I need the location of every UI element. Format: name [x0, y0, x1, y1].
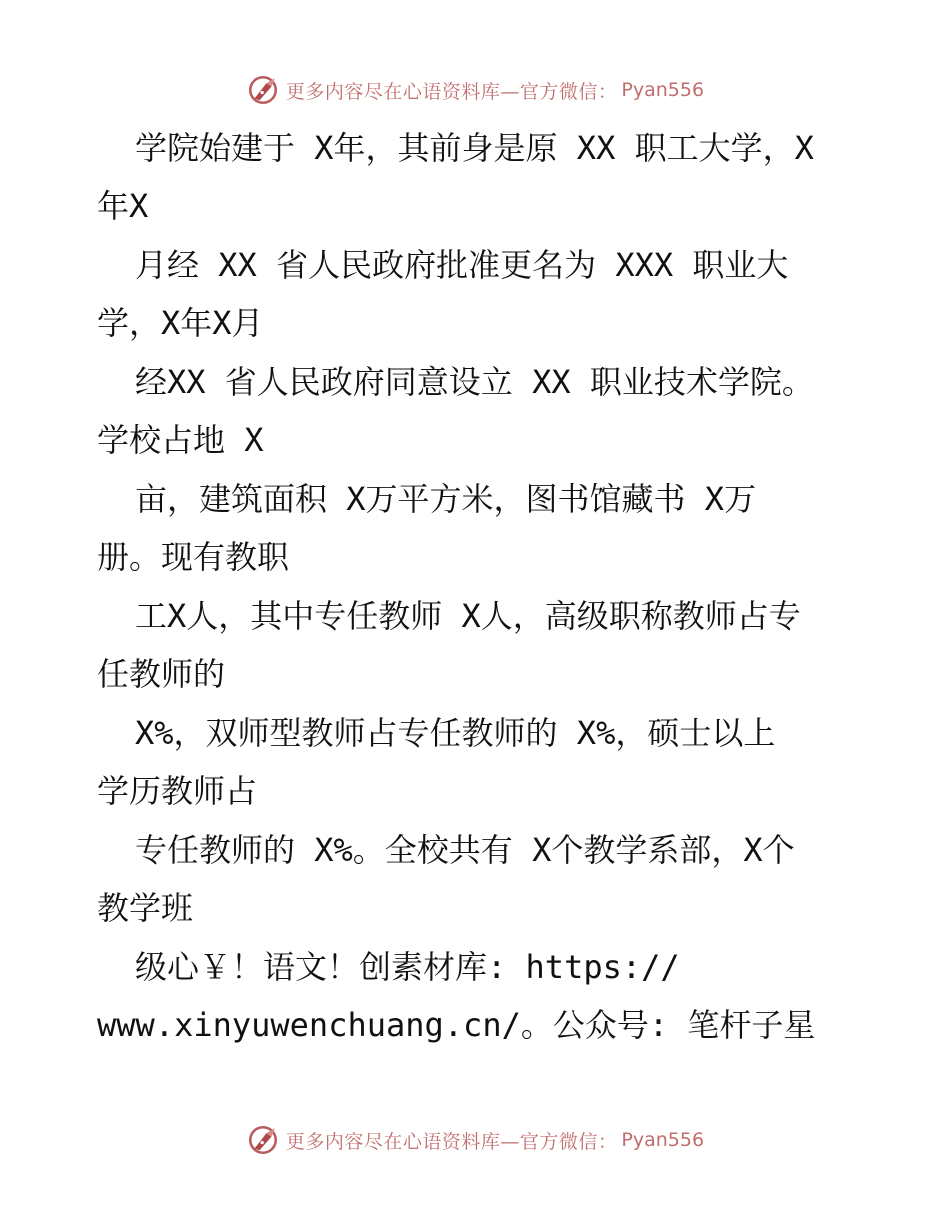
banner-wechat-id: Pyan556 — [621, 1129, 705, 1151]
body-line: 专任教师的 X%。全校共有 X个教学系部，X个 — [135, 831, 795, 869]
body-line: www.xinyuwenchuang.cn/。公众号: 笔杆子星 — [97, 1006, 816, 1044]
body-line: 册。现有教职 — [97, 538, 290, 576]
body-line: 教学班 — [97, 889, 194, 927]
body-line: 任教师的 — [97, 655, 226, 693]
footer-banner — [0, 1120, 950, 1160]
body-line: 年X — [97, 187, 149, 225]
pen-nib-logo-icon — [246, 73, 280, 107]
body-line: 工X人，其中专任教师 X人，高级职称教师占专 — [135, 597, 801, 635]
body-line: X%，双师型教师占专任教师的 X%，硕士以上 — [135, 714, 776, 752]
banner-text: 更多内容尽在心语资料库—官方微信： — [285, 1130, 618, 1153]
body-line: 经XX 省人民政府同意设立 XX 职业技术学院。 — [135, 363, 814, 401]
banner-text: 更多内容尽在心语资料库—官方微信： — [285, 80, 618, 103]
body-line: 学校占地 X — [97, 421, 264, 459]
body-line: 学，X年X月 — [97, 304, 264, 342]
body-line: 亩，建筑面积 X万平方米，图书馆藏书 X万 — [135, 480, 757, 518]
header-banner — [0, 70, 950, 110]
banner-wechat-id: Pyan556 — [621, 79, 705, 101]
body-line: 学历教师占 — [97, 772, 258, 810]
body-line: 月经 XX 省人民政府批准更名为 XXX 职业大 — [135, 246, 789, 284]
pen-nib-logo-icon — [246, 1123, 280, 1157]
body-line: 学院始建于 X年，其前身是原 XX 职工大学，X — [135, 129, 814, 167]
body-line: 级心￥！语文！创素材库: https:// — [135, 948, 680, 986]
